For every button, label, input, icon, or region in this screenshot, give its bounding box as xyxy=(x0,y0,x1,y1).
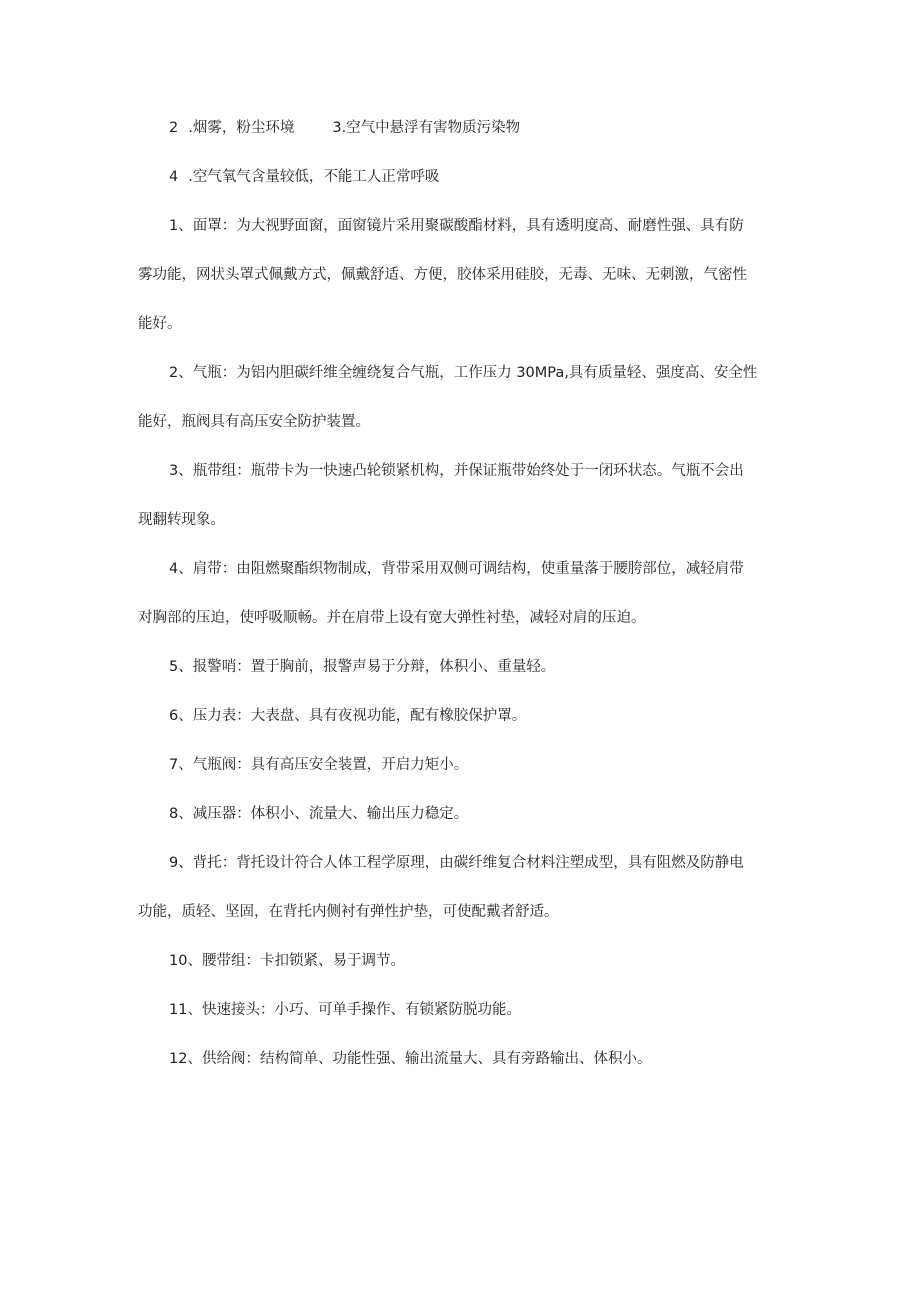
list-text-3: 3.空气中悬浮有害物质污染物 xyxy=(332,120,521,136)
list-number-4: 4 xyxy=(169,169,179,185)
paragraph-3-line-2: 现翻转现象。 xyxy=(138,512,225,528)
paragraph-2-line-1: 2、气瓶：为铝内胆碳纤维全缠绕复合气瓶，工作压力 30MPa,具有质量轻、强度高、安全性 xyxy=(169,365,758,381)
paragraph-1-line-2: 雾功能，网状头罩式佩戴方式，佩戴舒适、方便，胶体采用硅胶，无毒、无味、无刺激，气密性 xyxy=(138,267,747,283)
paragraph-9-line-1: 9、背托：背托设计符合人体工程学原理，由碳纤维复合材料注塑成型，具有阻燃及防静电 xyxy=(169,855,744,871)
document-body xyxy=(138,118,786,1069)
paragraph-1-line-3: 能好。 xyxy=(138,316,182,332)
paragraph-5: 5、报警哨：置于胸前，报警声易于分辩，体积小、重量轻。 xyxy=(169,659,556,675)
list-number-2: 2 xyxy=(169,120,179,136)
paragraph-10: 10、腰带组：卡扣锁紧、易于调节。 xyxy=(169,953,405,969)
paragraph-4-line-1: 4、肩带：由阻燃聚酯织物制成，背带采用双侧可调结构，使重量落于腰胯部位，减轻肩带 xyxy=(169,561,744,577)
paragraph-11: 11、快速接头：小巧、可单手操作、有锁紧防脱功能。 xyxy=(169,1002,521,1018)
paragraph-2-line-2: 能好，瓶阀具有高压安全防护装置。 xyxy=(138,414,370,430)
list-text-4: .空气氧气含量较低，不能工人正常呼吸 xyxy=(188,169,440,185)
paragraph-9-line-2: 功能，质轻、坚固，在背托内侧衬有弹性护垫，可使配戴者舒适。 xyxy=(138,904,559,920)
list-text-2: .烟雾，粉尘环境 xyxy=(188,120,295,136)
paragraph-7: 7、气瓶阀：具有高压安全装置，开启力矩小。 xyxy=(169,757,469,773)
paragraph-3-line-1: 3、瓶带组：瓶带卡为一快速凸轮锁紧机构，并保证瓶带始终处于一闭环状态。气瓶不会出 xyxy=(169,463,744,479)
list-line-4 xyxy=(138,167,786,187)
paragraph-8: 8、减压器：体积小、流量大、输出压力稳定。 xyxy=(169,806,469,822)
paragraph-1-line-1: 1、面罩：为大视野面窗，面窗镜片采用聚碳酸酯材料，具有透明度高、耐磨性强、具有防 xyxy=(169,218,744,234)
paragraph-4-line-2: 对胸部的压迫，使呼吸顺畅。并在肩带上设有宽大弹性衬垫，减轻对肩的压迫。 xyxy=(138,610,646,626)
list-line-2-3 xyxy=(138,118,786,138)
paragraph-6: 6、压力表：大表盘、具有夜视功能，配有橡胶保护罩。 xyxy=(169,708,527,724)
paragraph-12: 12、供给阀：结构简单、功能性强、输出流量大、具有旁路输出、体积小。 xyxy=(169,1051,652,1067)
